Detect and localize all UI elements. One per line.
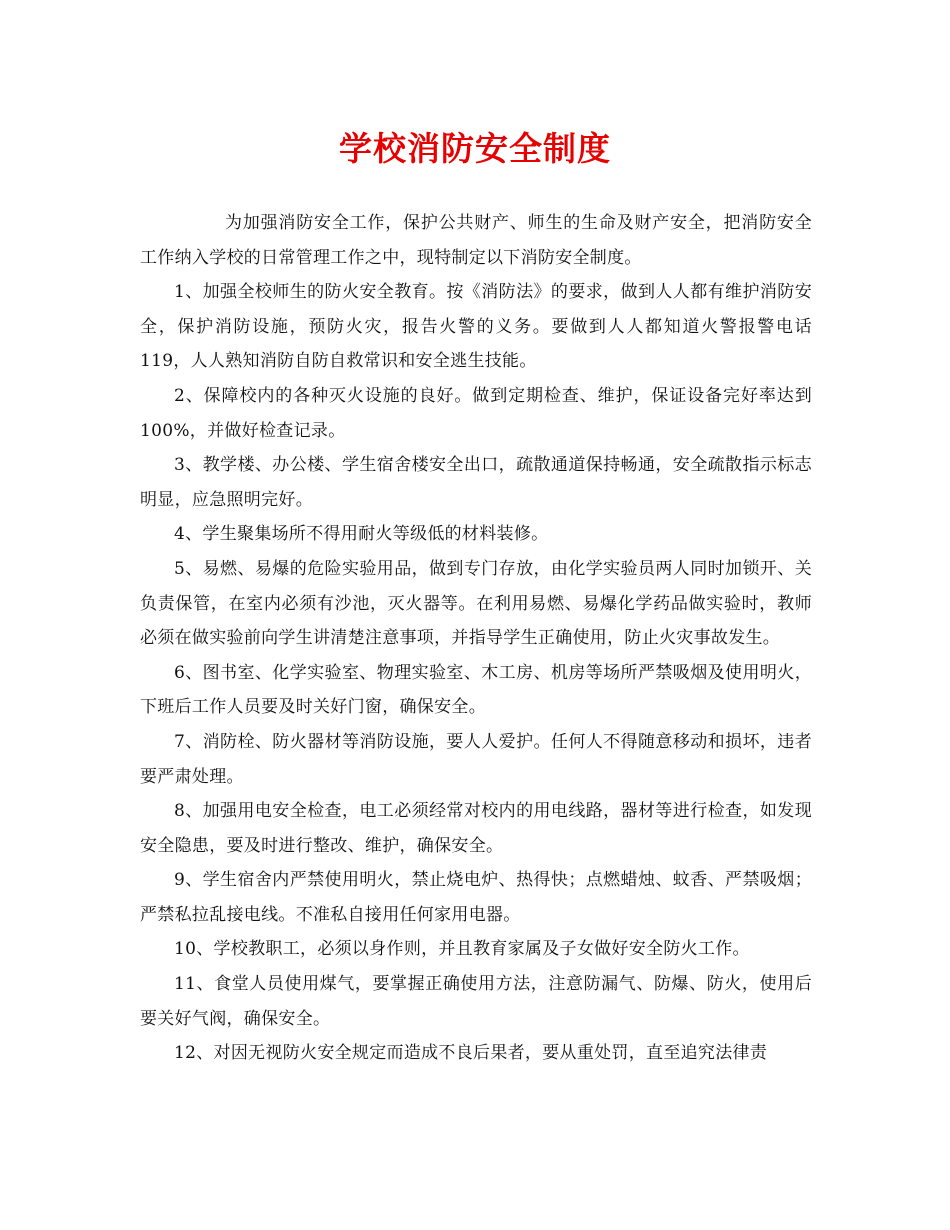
rule-paragraph-4: 4、学生聚集场所不得用耐火等级低的材料装修。	[174, 524, 549, 545]
rule-paragraph-11: 11、食堂人员使用煤气，要掌握正确使用方法，注意防漏气、防爆、防火，使用后要关好气阀，确保安全。	[140, 974, 812, 1029]
rule-paragraph-5: 5、易燃、易爆的危险实验用品，做到专门存放，由化学实验员两人同时加锁开、关负责保管，在室内必须有沙池，灭火器等。在利用易燃、易爆化学药品做实验时，教师必须在做实验前向学生讲清楚注意事项，并指导学生正确使用，防止火灾事故发生。	[140, 558, 812, 649]
rule-paragraph-1: 1、加强全校师生的防火安全教育。按《消防法》的要求，做到人人都有维护消防安全，保护消防设施，预防火灾，报告火警的义务。要做到人人都知道火警报警电话119，人人熟知消防自防自救常识和安全逃生技能。	[140, 282, 812, 372]
rule-paragraph-10: 10、学校教职工，必须以身作则，并且教育家属及子女做好安全防火工作。	[174, 939, 750, 960]
rule-paragraph-6: 6、图书室、化学实验室、物理实验室、木工房、机房等场所严禁吸烟及使用明火，下班后工作人员要及时关好门窗，确保安全。	[140, 662, 812, 718]
intro-paragraph: 为加强消防安全工作，保护公共财产、师生的生命及财产安全，把消防安全工作纳入学校的日常管理工作之中，现特制定以下消防安全制度。	[140, 213, 812, 268]
document-title: 学校消防安全制度	[339, 129, 611, 168]
rule-paragraph-3: 3、教学楼、办公楼、学生宿舍楼安全出口，疏散通道保持畅通，安全疏散指示标志明显，应急照明完好。	[140, 455, 812, 510]
rule-paragraph-8: 8、加强用电安全检查，电工必须经常对校内的用电线路，器材等进行检查，如发现安全隐患，要及时进行整改、维护，确保安全。	[140, 801, 812, 856]
rule-paragraph-9: 9、学生宿舍内严禁使用明火，禁止烧电炉、热得快；点燃蜡烛、蚊香、严禁吸烟；严禁私拉乱接电线。不准私自接用任何家用电器。	[140, 870, 812, 925]
rule-paragraph-2: 2、保障校内的各种灭火设施的良好。做到定期检查、维护，保证设备完好率达到100%，并做好检查记录。	[140, 385, 812, 441]
rule-paragraph-7: 7、消防栓、防火器材等消防设施，要人人爱护。任何人不得随意移动和损坏，违者要严肃处理。	[140, 731, 812, 787]
document-body	[140, 206, 812, 1071]
rule-paragraph-12: 12、对因无视防火安全规定而造成不良后果者，要从重处罚，直至追究法律责	[174, 1043, 768, 1064]
